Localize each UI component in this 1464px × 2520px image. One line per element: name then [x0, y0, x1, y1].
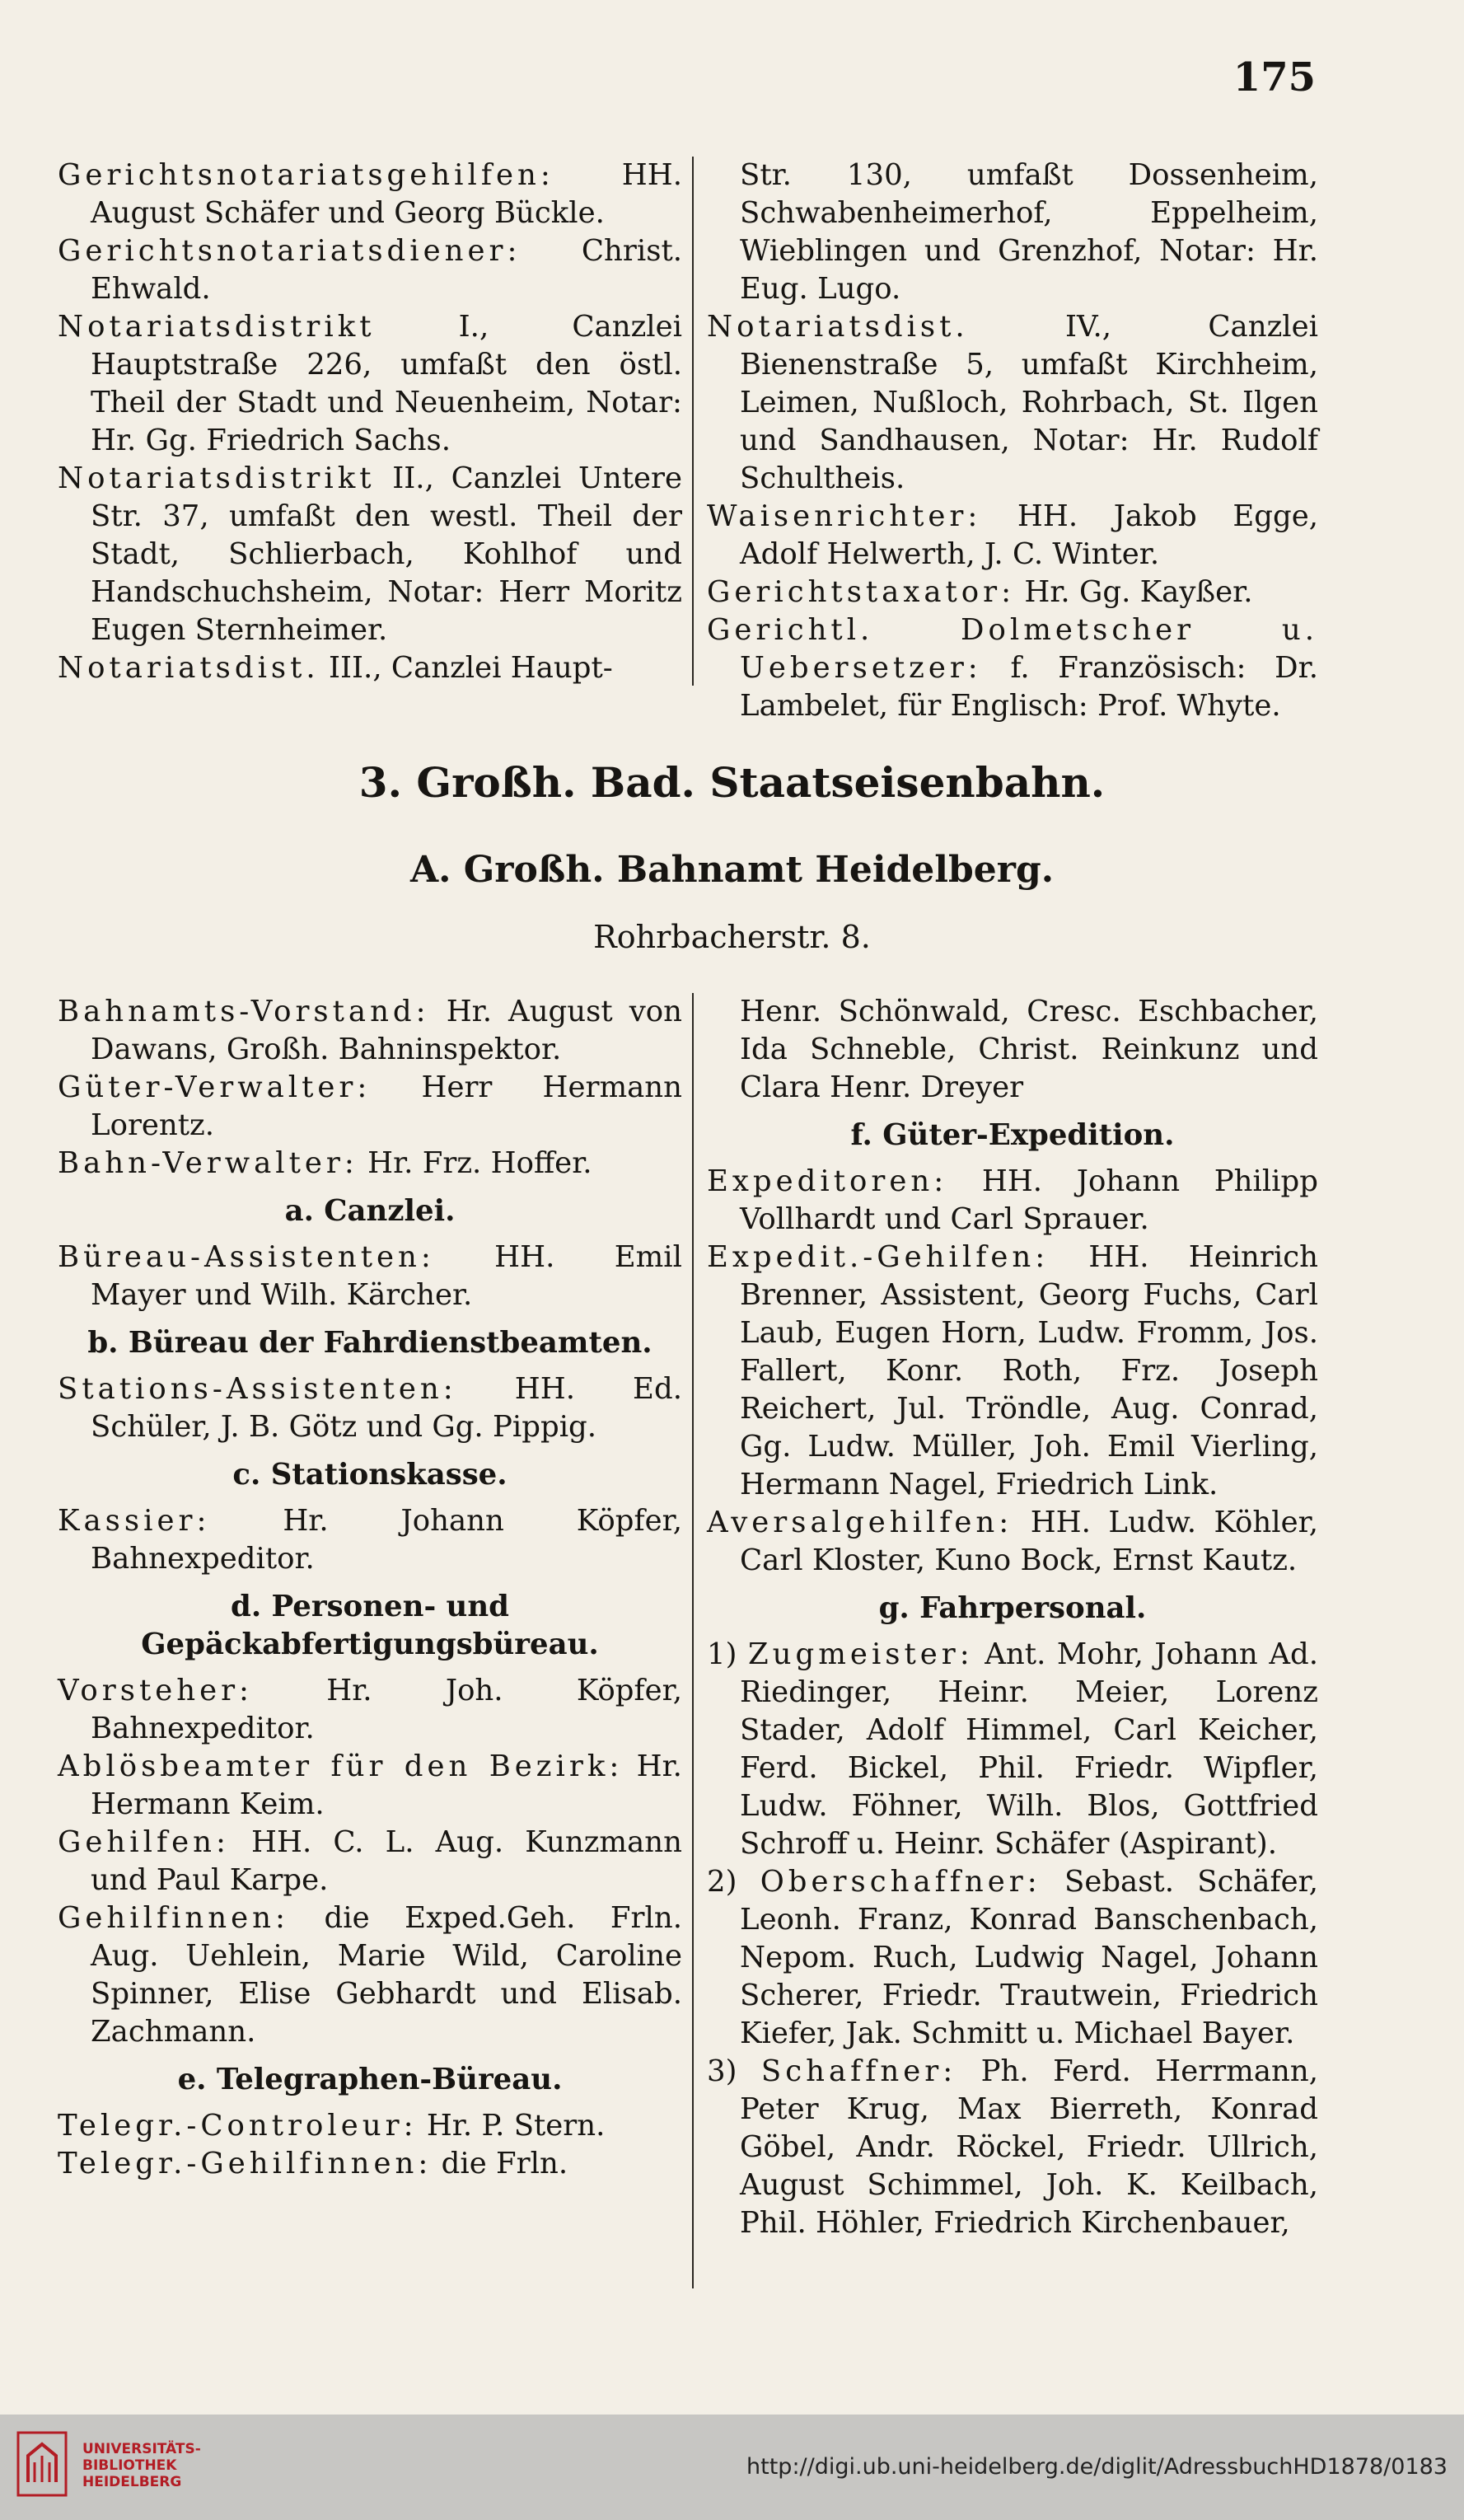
entry: Büreau-Assistenten: HH. Emil Mayer und Wilh. Kärcher. — [58, 1240, 682, 1312]
heading-e: e. Telegraphen-Büreau. — [177, 2063, 563, 2096]
entry: 2) Oberschaffner: Sebast. Schäfer, Leonh. Franz, Konrad Banschenbach, Nepom. Ruch, Ludwig Nagel, Johann Scherer, Friedr. Trautwein, Friedrich Kiefer, Jak. Schmitt u. Michael Bayer. — [707, 1865, 1318, 2050]
heading-d: d. Personen- und Gepäckabfertigungsbüreau. — [141, 1590, 599, 1661]
entry: Notariatsdist. IV., Canzlei Bienenstraße 5, umfaßt Kirchheim, Leimen, Nußloch, Rohrbach, St. Ilgen und Sandhausen, Notar: Hr. Rudolf Schultheis. — [707, 310, 1318, 495]
entry: Notariatsdist. III., Canzlei Haupt- — [58, 651, 613, 685]
entry-continuation: Str. 130, umfaßt Dossenheim, Schwabenheimerhof, Eppelheim, Wieblingen und Grenzhof, Notar: Hr. Eug. Lugo. — [740, 158, 1318, 306]
entry: Gehilfen: HH. C. L. Aug. Kunzmann und Paul Karpe. — [58, 1825, 682, 1897]
library-logo-icon — [16, 2431, 68, 2497]
address: Rohrbacherstr. 8. — [593, 919, 871, 955]
lower-left-column — [58, 993, 682, 2183]
entry: Vorsteher: Hr. Joh. Köpfer, Bahnexpeditor. — [58, 1674, 682, 1745]
entry: Gerichtl. Dolmetscher u. Uebersetzer: f. Französisch: Dr. Lambelet, für Englisch: Prof. Whyte. — [707, 613, 1318, 723]
library-logo-text: UNIVERSITÄTS- BIBLIOTHEK HEIDELBERG — [82, 2441, 201, 2490]
entry: Telegr.-Controleur: Hr. P. Stern. — [58, 2109, 606, 2143]
source-url-link[interactable]: http://digi.ub.uni-heidelberg.de/diglit/AdressbuchHD1878/0183 — [746, 2454, 1448, 2480]
entry: Gerichtsnotariatsgehilfen: HH. August Schäfer und Georg Bückle. — [58, 158, 682, 230]
entry: Gehilfinnen: die Exped.Geh. Frln. Aug. Uehlein, Marie Wild, Caroline Spinner, Elise Gebhardt und Elisab. Zachmann. — [58, 1901, 682, 2049]
entry: Bahnamts-Vorstand: Hr. August von Dawans, Großh. Bahninspektor. — [58, 995, 682, 1066]
lower-section — [58, 993, 1318, 2288]
list-number: 1) — [707, 1637, 737, 1671]
column-divider — [692, 993, 694, 2288]
list-number: 2) — [707, 1865, 737, 1899]
entry: Ablösbeamter für den Bezirk: Hr. Hermann Keim. — [58, 1749, 682, 1821]
entry: Notariatsdistrikt II., Canzlei Untere Str. 37, umfaßt den westl. Theil der Stadt, Schlierbach, Kohlhof und Handschuchsheim, Notar: Herr Moritz Eugen Sternheimer. — [58, 461, 682, 647]
subsection-title: A. Großh. Bahnamt Heidelberg. — [409, 849, 1055, 891]
section-title: 3. Großh. Bad. Staatseisenbahn. — [358, 758, 1106, 807]
entry-continuation: Henr. Schönwald, Cresc. Eschbacher, Ida Schneble, Christ. Reinkunz und Clara Henr. Dreyer — [740, 995, 1318, 1104]
entry: Telegr.-Gehilfinnen: die Frln. — [58, 2147, 568, 2180]
entry: Aversalgehilfen: HH. Ludw. Köhler, Carl Kloster, Kuno Bock, Ernst Kautz. — [707, 1506, 1318, 1577]
heading-f: f. Güter-Expedition. — [850, 1118, 1175, 1152]
lower-right-column — [707, 993, 1318, 2242]
entry: Gerichtstaxator: Hr. Gg. Kayßer. — [707, 575, 1253, 609]
entry: Gerichtsnotariatsdiener: Christ. Ehwald. — [58, 234, 682, 306]
entry: Bahn-Verwalter: Hr. Frz. Hoffer. — [58, 1146, 592, 1180]
heading-c: c. Stationskasse. — [232, 1458, 507, 1492]
entry: Expedit.-Gehilfen: HH. Heinrich Brenner, Assistent, Georg Fuchs, Carl Laub, Eugen Horn, Ludw. Fromm, Jos. Fallert, Konr. Roth, Frz. Joseph Reichert, Jul. Tröndle, Aug. Conrad, Gg. Ludw. Müller, Joh. Emil Vierling, Hermann Nagel, Friedrich Link. — [707, 1240, 1318, 1501]
top-left-column — [58, 157, 682, 687]
entry: Waisenrichter: HH. Jakob Egge, Adolf Helwerth, J. C. Winter. — [707, 499, 1318, 571]
entry: Kassier: Hr. Johann Köpfer, Bahnexpeditor. — [58, 1504, 682, 1576]
entry: Güter-Verwalter: Herr Hermann Lorentz. — [58, 1070, 682, 1142]
entry: 3) Schaffner: Ph. Ferd. Herrmann, Peter Krug, Max Bierreth, Konrad Göbel, Andr. Röckel, Friedr. Ullrich, August Schimmel, Joh. K. Keilbach, Phil. Höhler, Friedrich Kirchenbauer, — [707, 2054, 1318, 2240]
entry: Stations-Assistenten: HH. Ed. Schüler, J. B. Götz und Gg. Pippig. — [58, 1372, 682, 1444]
top-section — [58, 157, 1318, 723]
heading-b: b. Büreau der Fahrdienstbeamten. — [87, 1326, 652, 1360]
top-right-column — [707, 157, 1318, 725]
heading-g: g. Fahrpersonal. — [878, 1591, 1147, 1625]
entry: Notariatsdistrikt I., Canzlei Hauptstraße 226, umfaßt den östl. Theil der Stadt und Neuenheim, Notar: Hr. Gg. Friedrich Sachs. — [58, 310, 682, 457]
page-number: 175 — [1232, 54, 1316, 101]
heading-a: a. Canzlei. — [284, 1194, 456, 1228]
column-divider — [692, 157, 694, 686]
entry: 1) Zugmeister: Ant. Mohr, Johann Ad. Riedinger, Heinr. Meier, Lorenz Stader, Adolf Himmel, Carl Keicher, Ferd. Bickel, Phil. Friedr. Wipfler, Ludw. Föhner, Wilh. Blos, Gottfried Schroff u. Heinr. Schäfer (Aspirant). — [707, 1637, 1318, 1861]
list-number: 3) — [707, 2054, 737, 2088]
entry: Expeditoren: HH. Johann Philipp Vollhardt und Carl Sprauer. — [707, 1164, 1318, 1236]
